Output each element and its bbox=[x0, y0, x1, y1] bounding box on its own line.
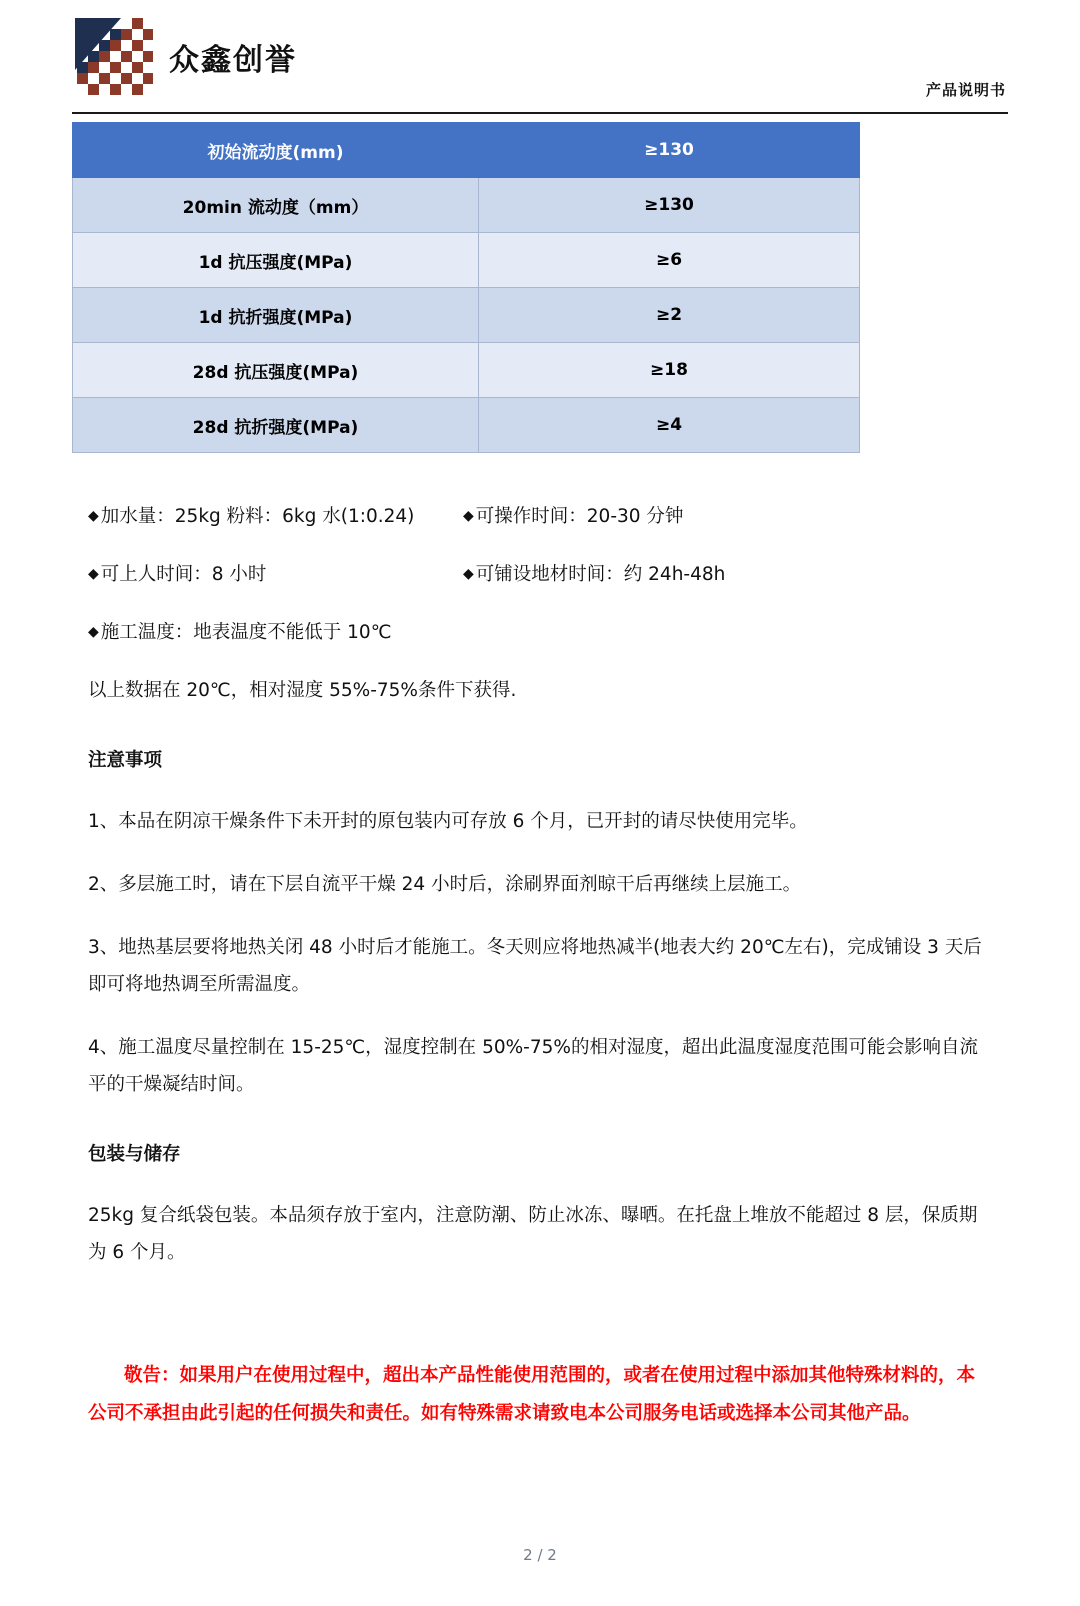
table-row bbox=[73, 343, 860, 398]
page-footer bbox=[0, 1546, 1080, 1564]
cautions-title: 注意事项 bbox=[88, 750, 163, 772]
spec-value: ≥2 bbox=[479, 288, 860, 343]
table-row bbox=[73, 123, 860, 178]
page-indicator: 2 / 2 bbox=[523, 1546, 557, 1564]
table-row bbox=[73, 233, 860, 288]
spec-value: ≥4 bbox=[479, 398, 860, 453]
spec-label: 28d 抗折强度(MPa) bbox=[73, 398, 479, 453]
document-body bbox=[88, 499, 992, 1433]
spec-label: 初始流动度(mm) bbox=[73, 123, 479, 178]
spec-label: 1d 抗折强度(MPa) bbox=[73, 288, 479, 343]
spec-value: ≥130 bbox=[479, 123, 860, 178]
diamond-bullet-icon: ◆ bbox=[463, 508, 474, 524]
spec-value: ≥6 bbox=[479, 233, 860, 288]
flooring-time-text: 可铺设地材时间：约 24h-48h bbox=[475, 564, 726, 586]
condition-note: 以上数据在 20℃，相对湿度 55%-75%条件下获得. bbox=[88, 680, 517, 702]
spec-label: 1d 抗压强度(MPa) bbox=[73, 233, 479, 288]
diamond-bullet-icon: ◆ bbox=[88, 508, 99, 524]
table-row bbox=[73, 178, 860, 233]
spec-label: 20min 流动度（mm） bbox=[73, 178, 479, 233]
usage-line-2 bbox=[88, 557, 992, 593]
table-row bbox=[73, 398, 860, 453]
walkable-time-text: 可上人时间：8 小时 bbox=[100, 564, 267, 586]
construction-temp-text: 施工温度：地表温度不能低于 10℃ bbox=[100, 622, 392, 644]
spec-label: 28d 抗压强度(MPa) bbox=[73, 343, 479, 398]
usage-line-3 bbox=[88, 615, 992, 651]
specification-table bbox=[72, 122, 860, 453]
document-type-label: 产品说明书 bbox=[925, 81, 1006, 99]
diamond-bullet-icon: ◆ bbox=[88, 624, 99, 641]
legal-warning bbox=[88, 1357, 992, 1433]
brand-name: 众鑫创誉 bbox=[169, 43, 297, 78]
caution-item: 4、施工温度尽量控制在 15-25℃，湿度控制在 50%-75%的相对湿度，超出此温度湿度范围可能会影响自流平的干燥凝结时间。 bbox=[88, 1037, 978, 1096]
water-amount-text: 加水量：25kg 粉料：6kg 水(1:0.24) bbox=[100, 506, 415, 527]
diamond-bullet-icon: ◆ bbox=[88, 566, 99, 583]
table-row bbox=[73, 288, 860, 343]
packaging-text: 25kg 复合纸袋包装。本品须存放于室内，注意防潮、防止冰冻、曝晒。在托盘上堆放不能超过 8 层，保质期为 6 个月。 bbox=[88, 1205, 978, 1264]
spec-value: ≥130 bbox=[479, 178, 860, 233]
warning-text: 敬告：如果用户在使用过程中，超出本产品性能使用范围的，或者在使用过程中添加其他特殊材料的，本公司不承担由此引起的任何损失和责任。如有特殊需求请致电本公司服务电话或选择本公司其他产品。 bbox=[88, 1365, 976, 1425]
caution-item: 3、地热基层要将地热关闭 48 小时后才能施工。冬天则应将地热减半(地表大约 20℃左右)，完成铺设 3 天后即可将地热调至所需温度。 bbox=[88, 937, 982, 996]
working-time-text: 可操作时间：20-30 分钟 bbox=[475, 506, 684, 527]
caution-item: 1、本品在阴凉干燥条件下未开封的原包装内可存放 6 个月，已开封的请尽快使用完毕。 bbox=[88, 811, 808, 833]
diamond-bullet-icon: ◆ bbox=[463, 566, 474, 583]
document-header bbox=[72, 0, 1008, 114]
checkered-flag-logo-icon bbox=[75, 18, 153, 96]
spec-value: ≥18 bbox=[479, 343, 860, 398]
brand-logo bbox=[75, 18, 297, 96]
caution-item: 2、多层施工时，请在下层自流平干燥 24 小时后，涂刷界面剂晾干后再继续上层施工。 bbox=[88, 874, 802, 896]
usage-line-1 bbox=[88, 499, 992, 535]
packaging-title: 包装与储存 bbox=[88, 1144, 181, 1166]
